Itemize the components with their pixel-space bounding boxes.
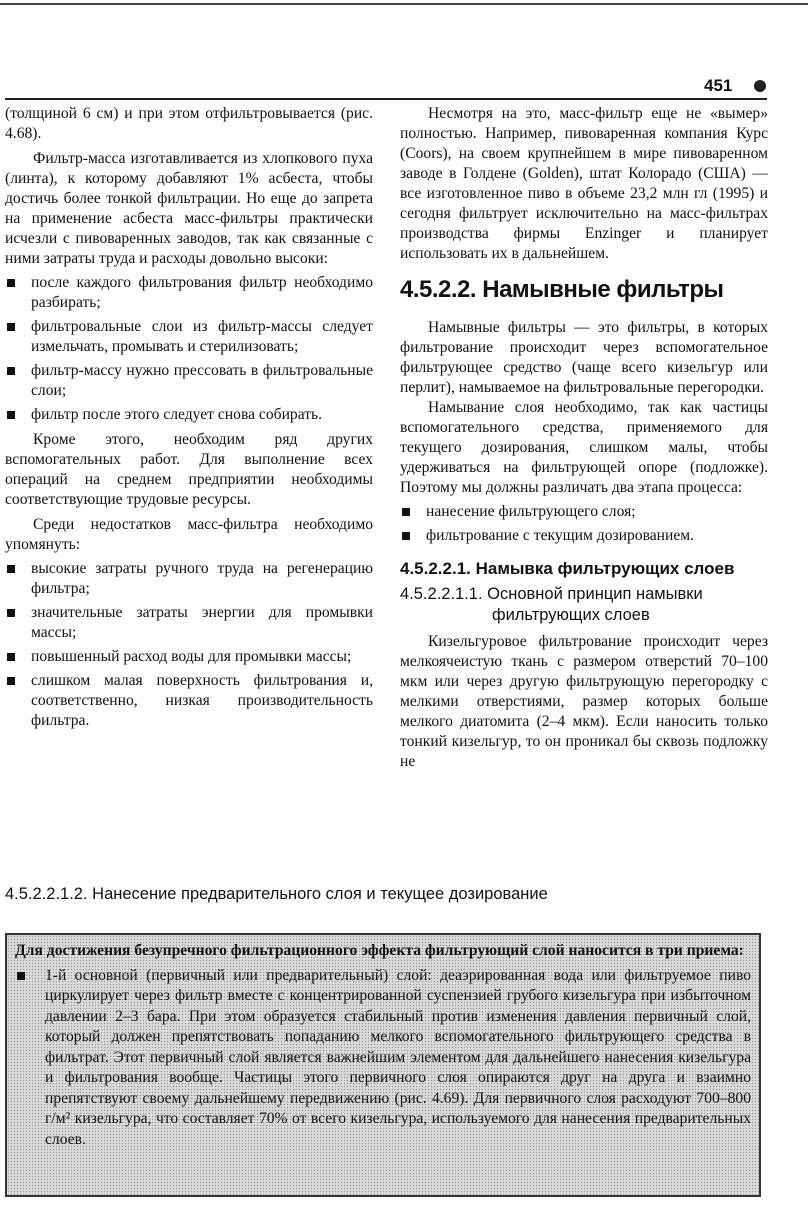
bottom-subsection-heading: 4.5.2.2.1.2. Нанесение предварительного слоя и текущее дозирование [5, 885, 548, 903]
callout-lead: Для достижения безупречного фильтрационного эффекта фильтрующий слой наносится в три приема: [15, 942, 744, 959]
square-bullet-icon [7, 323, 15, 331]
list-item: высокие затраты ручного труда на регенерацию фильтра; [5, 559, 373, 599]
list-item: фильтр после этого следует снова собирать. [5, 405, 373, 425]
list-item: повышенный расход воды для промывки массы; [5, 647, 373, 667]
bullet-list [15, 966, 751, 1151]
bullet-list [5, 559, 373, 731]
paragraph: Кизельгуровое фильтрование происходит через мелкоячеистую ткань с размером отверстий 70–100 мкм или через другую фильтрующую перегородку с мелкими отверстиями, размер которых больше мелкого диатомита (2–4 мкм). Если наносить только тонкий кизельгур, то он проникал бы сквозь подложку не [400, 633, 768, 770]
square-bullet-icon [7, 609, 15, 617]
subsubsection-heading-line: фильтрующих слоев [492, 606, 650, 624]
subsubsection-heading [400, 584, 768, 626]
paragraph: Среди недостатков масс-фильтра необходимо упомянуть: [5, 516, 373, 553]
square-bullet-icon [17, 972, 25, 980]
bullet-list [5, 273, 373, 425]
square-bullet-icon [7, 565, 15, 573]
bullet-list [400, 502, 768, 546]
page-number: 451 [704, 76, 733, 95]
list-item: 1-й основной (первичный или предварительный) слой: деаэрированная вода или фильтруемое пиво циркулирует через фильтр вместе с концентрированной суспензией грубого кизельгура при избыточном давлении 2–3 бара. При этом образуется стабильный против изменения давления первичный слой, который должен препятствовать попаданию мелкого вспомогательного фильтрующего средства в фильтрат. Этот первичный слой является важнейшим элементом для дальнейшего нанесения кизельгура и фильтрования вообще. Частицы этого первичного слоя опираются друг на друга и взаимно препятствуют своему дальнейшему передвижению (рис. 4.69). Для первичного слоя расходуют 700–800 г/м² кизельгура, что составляет 70% от всего кизельгура, используемого для нанесения предварительных слоев. [15, 966, 751, 1151]
right-column [400, 104, 768, 772]
paragraph: Кроме этого, необходим ряд других вспомогательных работ. Для выполнение всех операций на среднем предприятии необходимы соответствующие трудовые ресурсы. [5, 431, 373, 508]
subsubsection-heading-line: 4.5.2.2.1.1. Основной принцип намывки [400, 585, 703, 603]
square-bullet-icon [7, 653, 15, 661]
header-rule [5, 98, 767, 100]
square-bullet-icon [402, 532, 410, 540]
page-marker-icon [754, 80, 766, 92]
left-column [5, 104, 373, 735]
list-item: после каждого фильтрования фильтр необходимо разбирать; [5, 273, 373, 313]
paragraph: Намывание слоя необходимо, так как частицы вспомогательного средства, применяемого для текущего дозирования, слишком малы, чтобы удерживаться на фильтрующей опоре (подложке). Поэтому мы должны различать два этапа процесса: [400, 399, 768, 496]
subsection-heading: 4.5.2.2.1. Намывка фильтрующих слоев [400, 559, 735, 578]
list-item: значительные затраты энергии для промывки массы; [5, 603, 373, 643]
list-item: фильтр-массу нужно прессовать в фильтровальные слои; [5, 361, 373, 401]
list-item: нанесение фильтрующего слоя; [400, 502, 768, 522]
paragraph: Намывные фильтры — это фильтры, в которых фильтрование происходит через вспомогательное фильтрующее средство (чаще всего кизельгур или перлит), намываемое на фильтровальные перегородки. [400, 319, 768, 396]
square-bullet-icon [7, 367, 15, 375]
section-heading: 4.5.2.2. Намывные фильтры [400, 276, 724, 303]
paragraph: (толщиной 6 см) и при этом отфильтровывается (рис. 4.68). [5, 105, 373, 142]
list-item: фильтрование с текущим дозированием. [400, 526, 768, 546]
square-bullet-icon [402, 508, 410, 516]
list-item: слишком малая поверхность фильтрования и, соответственно, низкая производительность фильтра. [5, 671, 373, 731]
square-bullet-icon [7, 279, 15, 287]
paragraph: Фильтр-масса изготавливается из хлопкового пуха (линта), к которому добавляют 1% асбеста, чтобы достичь более тонкой фильтрации. Но еще до запрета на применение асбеста масс-фильтры практически исчезли с пивоваренных заводов, так как связанные с ними затраты труда и расходы довольно высоки: [5, 150, 373, 267]
square-bullet-icon [7, 677, 15, 685]
callout-box [5, 933, 761, 1197]
square-bullet-icon [7, 411, 15, 419]
list-item: фильтровальные слои из фильтр-массы следует измельчать, промывать и стерилизовать; [5, 317, 373, 357]
paragraph: Несмотря на это, масс-фильтр еще не «вымер» полностью. Например, пивоваренная компания Курс (Coors), на своем крупнейшем в мире пивоваренном заводе в Голдене (Golden), штат Колорадо (США) — все изготовленное пиво в объеме 23,2 млн гл (1995) и сегодня фильтрует исключительно на масс-фильтрах производства фирмы Enzinger и планирует использовать их в дальнейшем. [400, 105, 768, 262]
top-border-rule [0, 3, 808, 5]
